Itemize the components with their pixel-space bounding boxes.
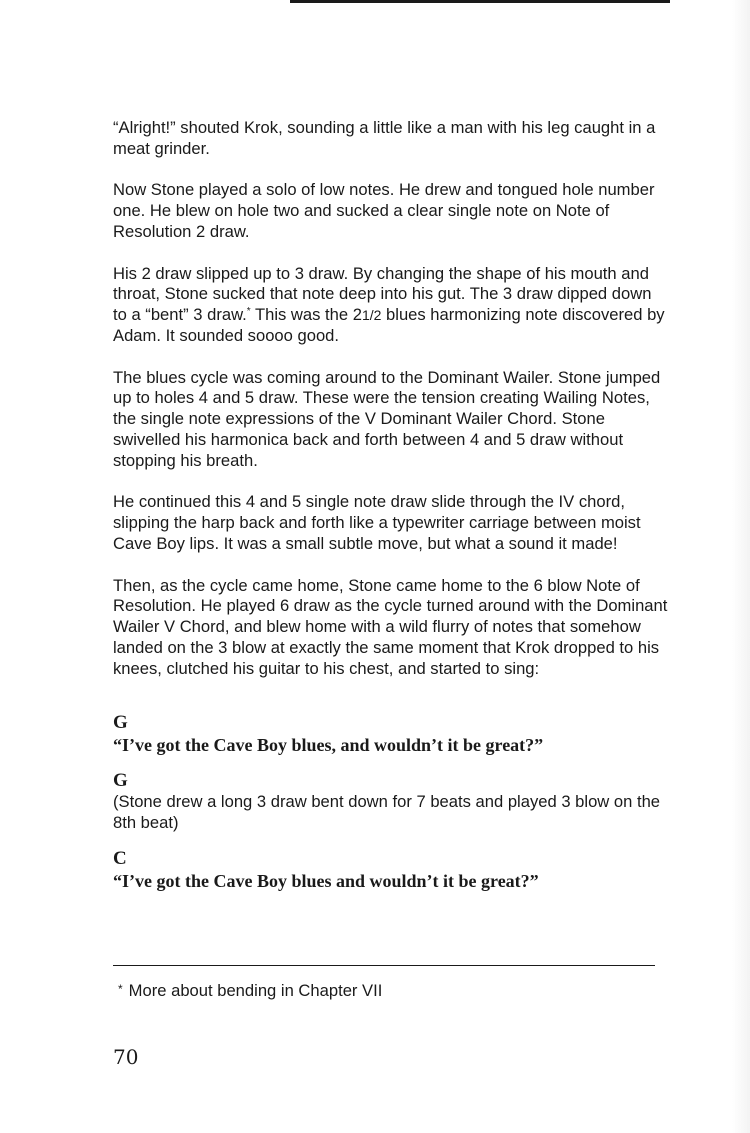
paragraph-4: The blues cycle was coming around to the Dominant Wailer. Stone jumped up to holes 4 and 5 draw. These were the tension creating Wailing Notes, the single note expressions of the V Dominant Wailer Chord. Stone swivelled his harmonica back and forth between 4 and 5 draw without stopping his breath. <box>113 367 661 470</box>
page-body <box>113 118 669 906</box>
chord-label: C <box>113 847 127 869</box>
chord-label: G <box>113 712 128 734</box>
page-number: 70 <box>113 1045 139 1069</box>
footnote-marker: * <box>118 982 123 996</box>
paragraph-5: He continued this 4 and 5 single note draw slide through the IV chord, slipping the harp back and forth like a typewriter carriage between moist Cave Boy lips. It was a small subtle move, but what a sound it made! <box>113 492 641 553</box>
paragraph-1: “Alright!” shouted Krok, sounding a little like a man with his leg caught in a meat grinder. <box>113 118 656 158</box>
paragraph-3-text-a: His 2 draw slipped up to 3 draw. By changing the shape of his mouth and throat, Stone sucked that note deep into his gut. The 3 draw dipped down to a “bent” 3 draw. <box>113 263 652 325</box>
chord-label: G <box>113 770 128 792</box>
lyric-line: “I’ve got the Cave Boy blues, and wouldn’t it be great?” <box>113 735 544 756</box>
footnote-text: More about bending in Chapter VII <box>128 981 383 1000</box>
song-verse-2 <box>113 770 669 834</box>
song-verse-3 <box>113 848 669 892</box>
paragraph-3 <box>113 264 669 347</box>
paragraph-2: Now Stone played a solo of low notes. He drew and tongued hole number one. He blew on hole two and sucked a clear single note on Note of Resolution 2 draw. <box>113 180 655 241</box>
song-verse-1 <box>113 712 669 756</box>
scan-edge-shadow <box>732 0 750 1133</box>
paragraph-3-text-b: This was the 2 <box>254 305 362 325</box>
fraction-half: 1/2 <box>361 307 382 324</box>
lyric-line: “I’ve got the Cave Boy blues and wouldn’t it be great?” <box>113 870 539 891</box>
footnote <box>118 979 382 1001</box>
stage-direction: (Stone drew a long 3 draw bent down for 7 beats and played 3 blow on the 8th beat) <box>113 792 661 833</box>
paragraph-3-text-c: blues harmonizing note discovered by Adam. It sounded soooo good. <box>113 305 665 345</box>
footnote-reference: * <box>246 306 251 318</box>
paragraph-6: Then, as the cycle came home, Stone came home to the 6 blow Note of Resolution. He played 6 draw as the cycle turned around with the Dominant Wailer V Chord, and blew home with a wild flurry of notes that somehow landed on the 3 blow at exactly the same moment that Krok dropped to his knees, clutched his guitar to his chest, and started to sing: <box>113 575 668 678</box>
top-rule <box>290 0 670 3</box>
footnote-divider <box>113 965 655 966</box>
